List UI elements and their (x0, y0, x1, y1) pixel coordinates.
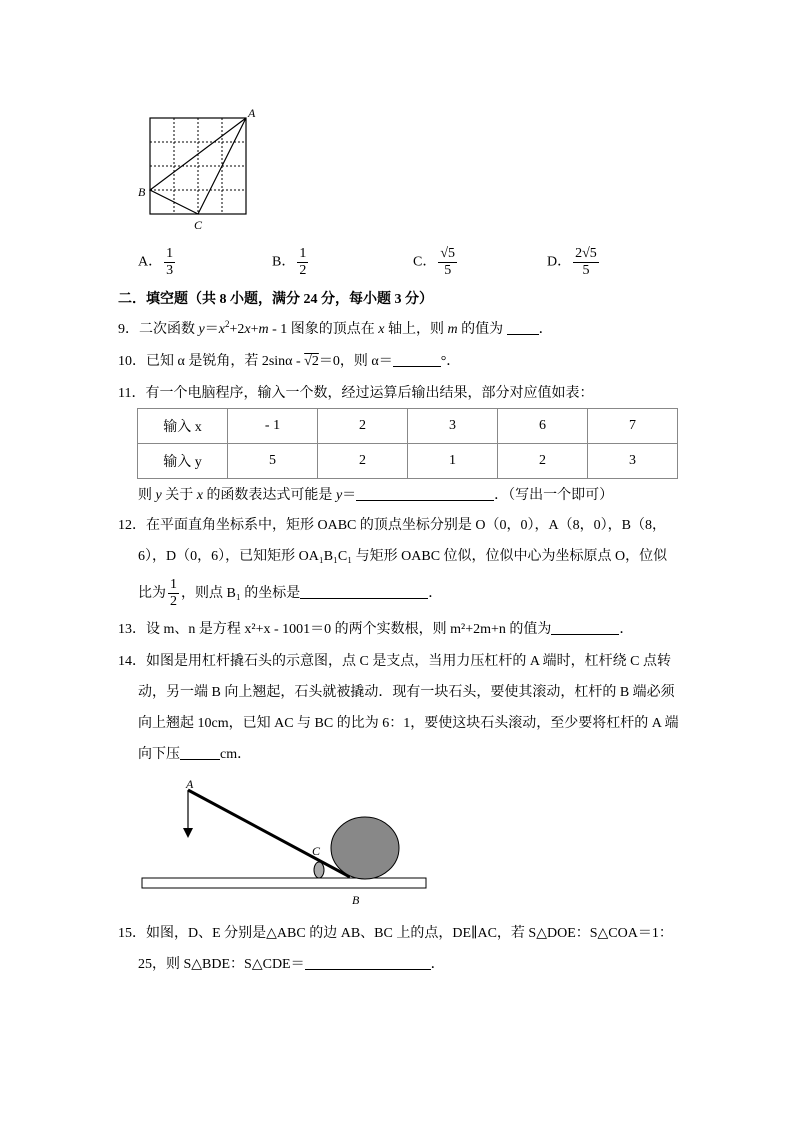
question-14-line-4: 向下压 cm． (138, 747, 252, 762)
question-15-line-2: 25，则 S△BDE：S△CDE＝ ． (138, 957, 445, 972)
q13-answer-blank[interactable] (551, 620, 619, 635)
question-9: 9．二次函数 $y=x^2+2x+m - 1$ 图象的顶点在 x 轴上，则 m 的值为 ． (118, 319, 553, 337)
q9-answer-blank[interactable] (507, 320, 539, 335)
table-cell: 3 (588, 444, 678, 479)
grid-triangle-figure (136, 104, 266, 234)
value-table (137, 408, 678, 479)
question-10: 10．已知 α 是锐角，若 2sinα - √2＝0，则 α＝ °． (118, 354, 461, 369)
lever-label-c: C (312, 844, 321, 858)
q10-answer-blank[interactable] (393, 352, 441, 367)
question-15-line-1: 15．如图，D、E 分别是△ABC 的边 AB、BC 上的点，DE∥AC，若 S△DOE：S△COA＝1： (118, 926, 673, 941)
table-cell: 6 (498, 409, 588, 444)
table-row-x (138, 409, 678, 444)
lever-label-b: B (352, 893, 360, 907)
option-a[interactable]: A． $\frac{1}{3}$ (138, 246, 174, 278)
question-11-answer-line: 则 y 关于 x 的函数表达式可能是 y＝ ．（写出一个即可） (138, 488, 614, 503)
question-12-line-2: 6），D（0，6），已知矩形 OA₁B₁C₁ 与矩形 OABC 位似，位似中心为坐标原点 O，位似 (138, 549, 668, 564)
q15-answer-blank[interactable] (305, 955, 431, 970)
fig8-label-a: A (248, 106, 256, 120)
table-cell: 5 (228, 444, 318, 479)
lever-label-a: A (186, 777, 194, 791)
q12-answer-blank[interactable] (300, 584, 428, 599)
section-title: 二．填空题（共 8 小题，满分 24 分，每小题 3 分） (118, 292, 433, 307)
question-11: 11．有一个电脑程序，输入一个数，经过运算后输出结果，部分对应值如表： (118, 386, 594, 401)
row-label-y: 输入 y (138, 444, 228, 479)
table-cell: - 1 (228, 409, 318, 444)
question-14-line-2: 动，另一端 B 向上翘起，石头就被撬动．现有一块石头，要使其滚动，杠杆的 B 端必须 (138, 685, 675, 700)
table-cell: 2 (318, 409, 408, 444)
question-12-line-1: 12．在平面直角坐标系中，矩形 OABC 的顶点坐标分别是 O（0，0），A（8，0），B（8， (118, 518, 666, 533)
q11-answer-blank[interactable] (356, 486, 494, 501)
question-13: 13．设 m、n 是方程 x²+x - 1001＝0 的两个实数根，则 m²+2m+n 的值为 ． (118, 622, 634, 637)
option-d[interactable]: D． $\frac{2√5}{5}$ (547, 246, 597, 278)
question-14-line-3: 向上翘起 10cm，已知 AC 与 BC 的比为 6：1，要使这块石头滚动，至少要将杠杆的 A 端 (138, 716, 679, 731)
table-cell: 2 (318, 444, 408, 479)
fig8-label-c: C (194, 218, 203, 232)
question-14-line-1: 14．如图是用杠杆撬石头的示意图，点 C 是支点，当用力压杠杆的 A 端时，杠杆绕 C 点转 (118, 654, 672, 669)
q14-answer-blank[interactable] (180, 745, 220, 760)
table-cell: 2 (498, 444, 588, 479)
lever-figure (136, 776, 436, 912)
option-b[interactable]: B． $\frac{1}{2}$ (272, 246, 307, 278)
row-label-x: 输入 x (138, 409, 228, 444)
table-cell: 7 (588, 409, 678, 444)
table-row-y (138, 444, 678, 479)
fig8-label-b: B (138, 185, 146, 199)
table-cell: 3 (408, 409, 498, 444)
question-12-line-3: 比为 $\frac{1}{2}$ ，则点 B₁ 的坐标是 ． (138, 577, 443, 610)
option-c[interactable]: C． $\frac{√5}{5}$ (413, 246, 456, 278)
table-cell: 1 (408, 444, 498, 479)
